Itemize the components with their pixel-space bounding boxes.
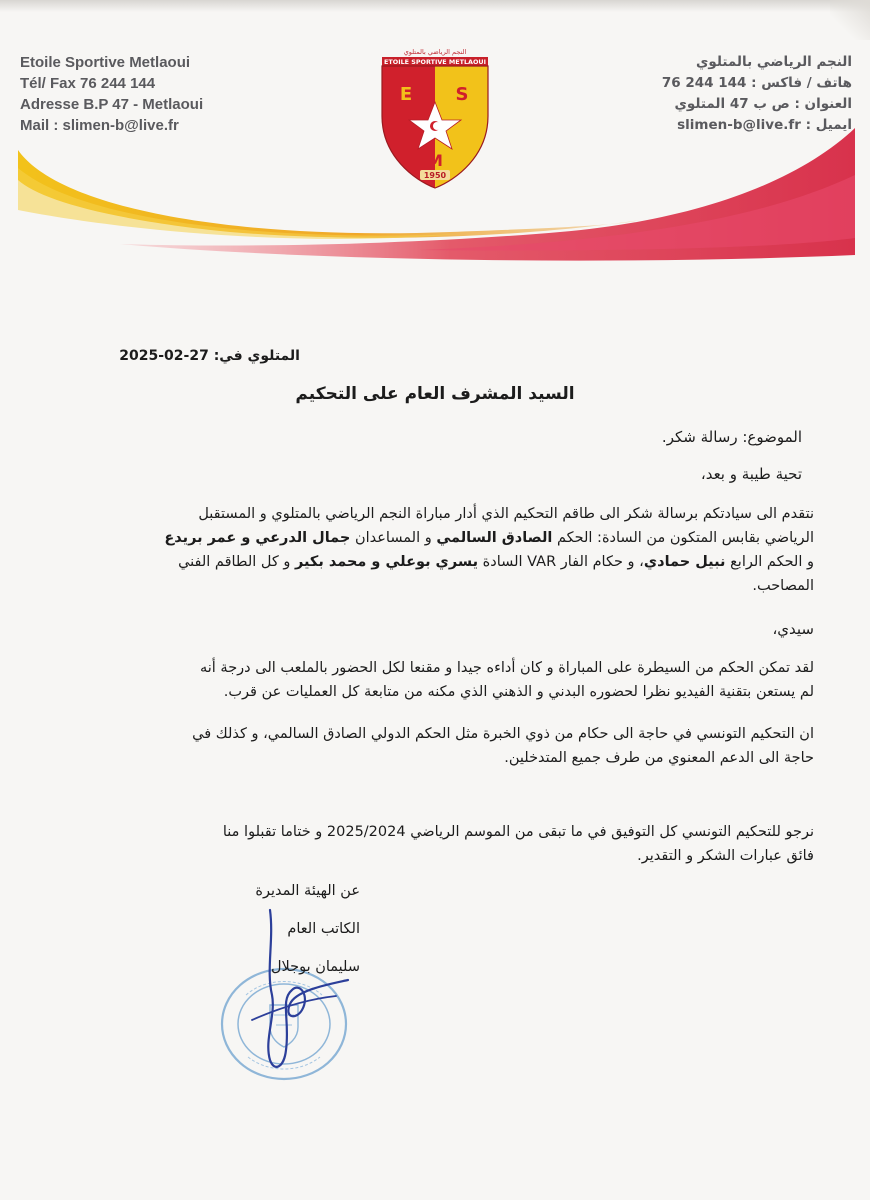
scan-shadow xyxy=(0,0,870,12)
text-run: و المساعدان xyxy=(350,530,437,546)
crest-letter-m: M xyxy=(427,151,443,170)
paragraph-line: نرجو للتحكيم التونسي كل التوفيق في ما تبقى من الموسم الرياضي 2025/2024 و ختاما تقبلوا منا xyxy=(222,824,814,840)
paragraph-line: لقد تمكن الحكم من السيطرة على المباراة و كان أداءه جيدا و مقنعا لكل الحضور بالملعب الى درجة أنه xyxy=(199,660,814,676)
paragraph-experience xyxy=(114,722,814,770)
mail-arabic: ايميل : slimen-b@live.fr xyxy=(677,117,852,133)
club-crest-logo xyxy=(376,46,494,192)
paragraph-line: المصاحب. xyxy=(752,578,814,594)
crest-letter-e: E xyxy=(399,84,413,105)
signatory-body: عن الهيئة المديرة xyxy=(255,883,360,899)
phone-arabic: هاتف / فاكس : 144 244 76 xyxy=(661,75,852,91)
text-run: و الحكم الرابع xyxy=(725,554,814,570)
crest-latin-name: ETOILE SPORTIVE METLAOUI xyxy=(384,58,486,66)
paragraph-line xyxy=(114,526,814,550)
club-name-arabic: النجم الرياضي بالمتلوي xyxy=(696,54,852,70)
letter-subject: الموضوع: رسالة شكر. xyxy=(661,428,802,446)
text-run: ، و حكام الفار VAR السادة xyxy=(478,554,644,570)
header-contact-arabic xyxy=(592,52,852,136)
paragraph-line xyxy=(114,550,814,574)
text-run: و كل الطاقم الفني xyxy=(178,554,295,570)
crest-letter-s: S xyxy=(455,84,469,105)
letter-salutation: سيدي، xyxy=(772,620,814,638)
var-referee-names: يسري بوعلي و محمد بكير xyxy=(294,554,479,570)
signatory-title: الكاتب العام xyxy=(287,921,360,937)
text-run: الرياضي بقابس المتكون من السادة: الحكم xyxy=(552,530,814,546)
letter-date: المتلوي في: 27-02-2025 xyxy=(119,348,300,364)
paragraph-line: لم يستعن بتقنية الفيديو نظرا لحضوره البدني و الذهني الذي مكنه من متابعة كل العمليات عن قرب. xyxy=(223,684,814,700)
address-latin: Adresse B.P 47 - Metlaoui xyxy=(20,96,204,113)
crest-year: 1950 xyxy=(423,171,447,180)
paragraph-thanks xyxy=(114,502,814,598)
page-corner xyxy=(830,0,870,40)
mail-latin: Mail : slimen-b@live.fr xyxy=(20,117,179,134)
paragraph-closing xyxy=(114,820,814,868)
paragraph-performance xyxy=(114,656,814,704)
paragraph-line: حاجة الى الدعم المعنوي من طرف جميع المتدخلين. xyxy=(504,750,814,766)
assistant-names: جمال الدرعي و عمر بريدع xyxy=(164,530,351,546)
paragraph-line: نتقدم الى سيادتكم برسالة شكر الى طاقم التحكيم الذي أدار مباراة النجم الرياضي بالمتلوي و المستقبل xyxy=(198,506,814,522)
crest-arabic-name: النجم الرياضي بالمتلوي xyxy=(403,48,467,56)
header-contact-latin xyxy=(20,52,280,136)
referee-name: الصادق السالمي xyxy=(436,530,553,546)
signatory-name: سليمان بوجلال xyxy=(270,959,360,975)
fourth-official-name: نبيل حمادي xyxy=(643,554,726,570)
paragraph-line: فائق عبارات الشكر و التقدير. xyxy=(637,848,814,864)
address-arabic: العنوان : ص ب 47 المتلوي xyxy=(674,96,852,112)
club-name-latin: Etoile Sportive Metlaoui xyxy=(20,54,191,71)
phone-latin: Tél/ Fax 76 244 144 xyxy=(20,75,156,92)
letter-greeting: تحية طيبة و بعد، xyxy=(700,465,802,483)
paragraph-line: ان التحكيم التونسي في حاجة الى حكام من ذوي الخبرة مثل الحكم الدولي الصادق السالمي، و كذلك في xyxy=(192,726,814,742)
letter-addressee: السيد المشرف العام على التحكيم xyxy=(295,384,575,404)
